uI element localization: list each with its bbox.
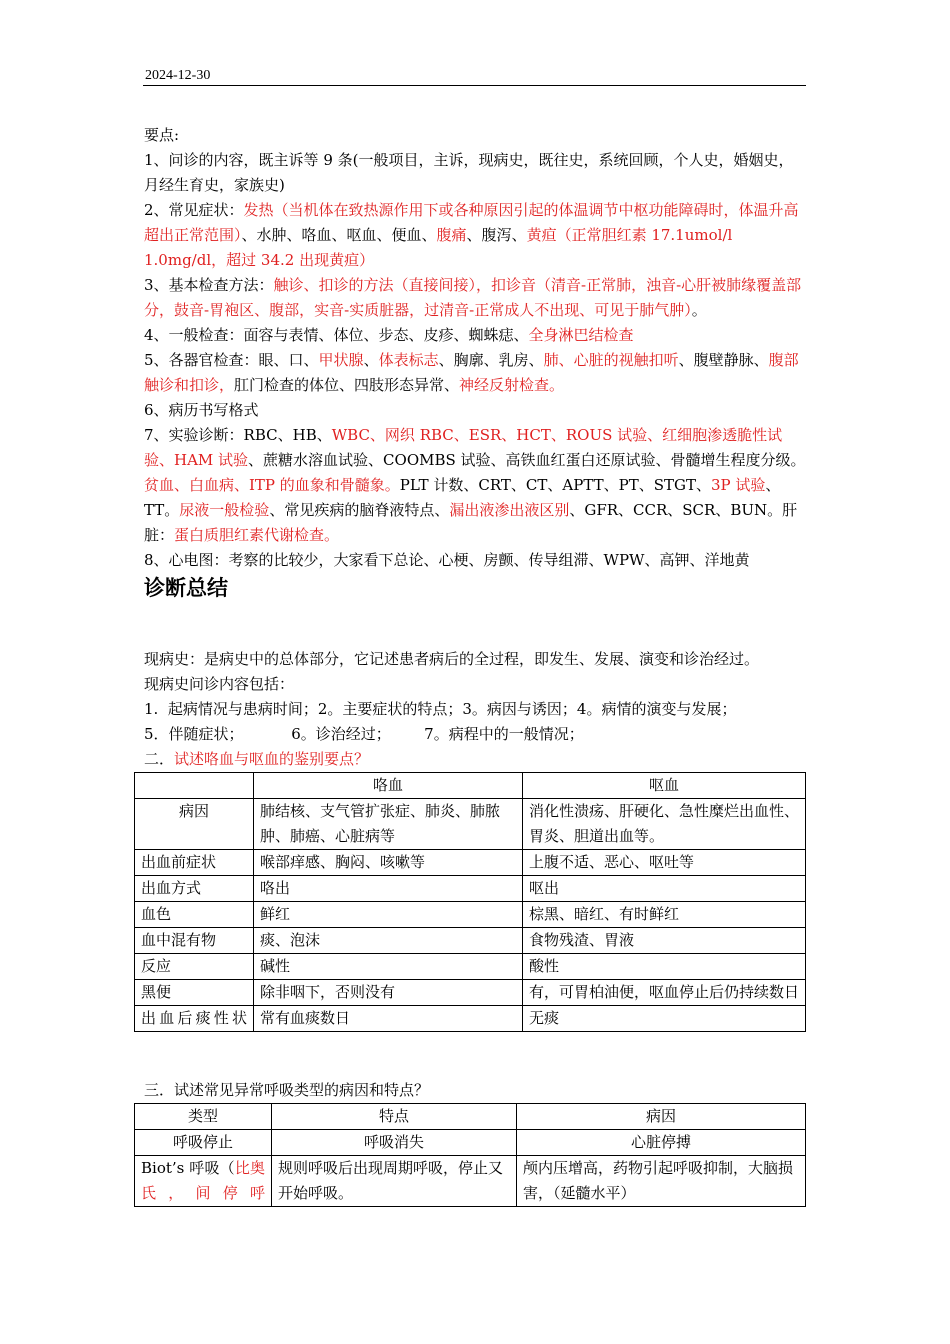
table-cell: 呼吸停止 <box>135 1130 272 1156</box>
history-items-2: 5．伴随症状； 6。诊治经过； 7。病程中的一般情况； <box>144 725 584 743</box>
table-header-cell: 特点 <box>272 1104 517 1130</box>
table-cell: 碱性 <box>254 954 523 980</box>
table-cell: 血中混有物 <box>135 928 254 954</box>
point-2: 2、常见症状：发热（当机体在致热源作用下或各种原因引起的体温调节中枢功能障碍时，体温升高超出正常范围）、水肿、咯血、呕血、便血、腹痛、腹泻、黄疸（正常胆红素 17.1umol/l 1.0mg/dl，超过 34.2 出现黄疸） <box>144 201 799 269</box>
table-cell: 肺结核、支气管扩张症、肺炎、肺脓肿、肺癌、心脏病等 <box>254 799 523 850</box>
key-points <box>144 123 808 603</box>
abnormal-breathing-table <box>134 1103 806 1207</box>
table-cell: 颅内压增高，药物引起呼吸抑制，大脑损害，（延髓水平） <box>517 1156 806 1207</box>
present-history <box>144 647 814 772</box>
table-cell: 咯出 <box>254 876 523 902</box>
table-cell: 有，可胃柏油便，呕血停止后仍持续数日 <box>523 980 806 1006</box>
table-header-cell: 咯血 <box>254 773 523 799</box>
table-cell: 反应 <box>135 954 254 980</box>
table-cell: 心脏停搏 <box>517 1130 806 1156</box>
point-3: 3、基本检查方法：触诊、扣诊的方法（直接间接），扣诊音（清音-正常肺，浊音-心肝被肺缘覆盖部分，鼓音-胃袍区、腹部，实音-实质脏器，过清音-正常成人不出现、可见于肺气肿）。 <box>144 276 802 319</box>
history-items-1: 1. 起病情况与患病时间；2。主要症状的特点；3。病因与诱因；4。病情的演变与发展； <box>144 700 737 718</box>
table-cell: 酸性 <box>523 954 806 980</box>
point-8: 8、心电图：考察的比较少，大家看下总论、心梗、房颤、传导组滞、WPW、高钾、洋地黄 <box>144 551 750 569</box>
table-header-cell: 呕血 <box>523 773 806 799</box>
history-contents-title: 现病史问诊内容包括： <box>144 675 295 693</box>
table-header-cell: 类型 <box>135 1104 272 1130</box>
table-row <box>135 954 806 980</box>
table-cell: 痰、泡沫 <box>254 928 523 954</box>
table-cell: 上腹不适、恶心、呕吐等 <box>523 850 806 876</box>
table-cell: 血色 <box>135 902 254 928</box>
table-row <box>135 928 806 954</box>
table-row <box>135 1156 806 1207</box>
history-definition: 现病史：是病史中的总体部分，它记述患者病后的全过程，即发生、发展、演变和诊治经过。 <box>144 650 760 668</box>
table-cell: 棕黑、暗红、有时鲜红 <box>523 902 806 928</box>
table-header-cell: 病因 <box>517 1104 806 1130</box>
point-7: 7、实验诊断：RBC、HB、WBC、网织 RBC、ESR、HCT、ROUS 试验、红细胞渗透脆性试验、HAM 试验、蔗糖水溶血试验、COOMBS 试验、高铁血红蛋白还原试验、骨髓增生程度分级。贫血、白血病、ITP 的血象和骨髓象。PLT 计数、CRT、CT、APTT、PT、STGT、3P 试验、TT。尿液一般检验、常见疾病的脑脊液特点、漏出液渗出液区别、GFR、CCR、SCR、BUN。肝脏：蛋白质胆红素代谢检查。 <box>144 426 806 544</box>
table-cell: 呕出 <box>523 876 806 902</box>
hemoptysis-hematemesis-table <box>134 772 806 1032</box>
table-cell: 食物残渣、胃液 <box>523 928 806 954</box>
table-header-row <box>135 773 806 799</box>
header-rule <box>143 85 806 86</box>
point-5: 5、各器官检查：眼、口、甲状腺、体表标志、胸廓、乳房、肺、心脏的视触扣听、腹壁静脉、腹部触诊和扣诊，肛门检查的体位、四肢形态异常、神经反射检查。 <box>144 351 799 394</box>
table-row <box>135 902 806 928</box>
header-date: 2024-12-30 <box>145 68 211 83</box>
question-3: 三．试述常见异常呼吸类型的病因和特点？ <box>144 1081 430 1099</box>
table-cell: 黑便 <box>135 980 254 1006</box>
table-cell: 出血方式 <box>135 876 254 902</box>
table-cell: 病因 <box>135 799 254 850</box>
question-2: 二．试述咯血与呕血的鉴别要点？ <box>144 750 370 768</box>
table-cell: 出血后痰性状 <box>135 1006 254 1032</box>
point-1: 1、问诊的内容，既主诉等 9 条(一般项目，主诉，现病史，既往史，系统回顾，个人史，婚姻史，月经生育史，家族史) <box>144 151 794 194</box>
table-cell: 常有血痰数日 <box>254 1006 523 1032</box>
section-heading: 诊断总结 <box>144 576 228 600</box>
point-4: 4、一般检查：面容与表情、体位、步态、皮疹、蜘蛛痣、全身淋巴结检查 <box>144 326 634 344</box>
table-cell: 除非咽下，否则没有 <box>254 980 523 1006</box>
table-cell: 出血前症状 <box>135 850 254 876</box>
table-cell: 规则呼吸后出现周期呼吸，停止又开始呼吸。 <box>272 1156 517 1207</box>
table-cell: 无痰 <box>523 1006 806 1032</box>
table-row <box>135 850 806 876</box>
table-cell: Biot’s 呼吸（比奥氏，间停呼 <box>135 1156 272 1207</box>
table-cell: 喉部痒感、胸闷、咳嗽等 <box>254 850 523 876</box>
table-header-row <box>135 1104 806 1130</box>
table-header-cell <box>135 773 254 799</box>
table-row <box>135 799 806 850</box>
table-row <box>135 876 806 902</box>
table-cell: 消化性溃疡、肝硬化、急性糜烂出血性、胃炎、胆道出血等。 <box>523 799 806 850</box>
table-row <box>135 1130 806 1156</box>
key-points-title: 要点: <box>144 126 180 144</box>
table-cell: 呼吸消失 <box>272 1130 517 1156</box>
table-cell: 鲜红 <box>254 902 523 928</box>
point-6: 6、病历书写格式 <box>144 401 259 419</box>
table-row <box>135 980 806 1006</box>
table-row <box>135 1006 806 1032</box>
